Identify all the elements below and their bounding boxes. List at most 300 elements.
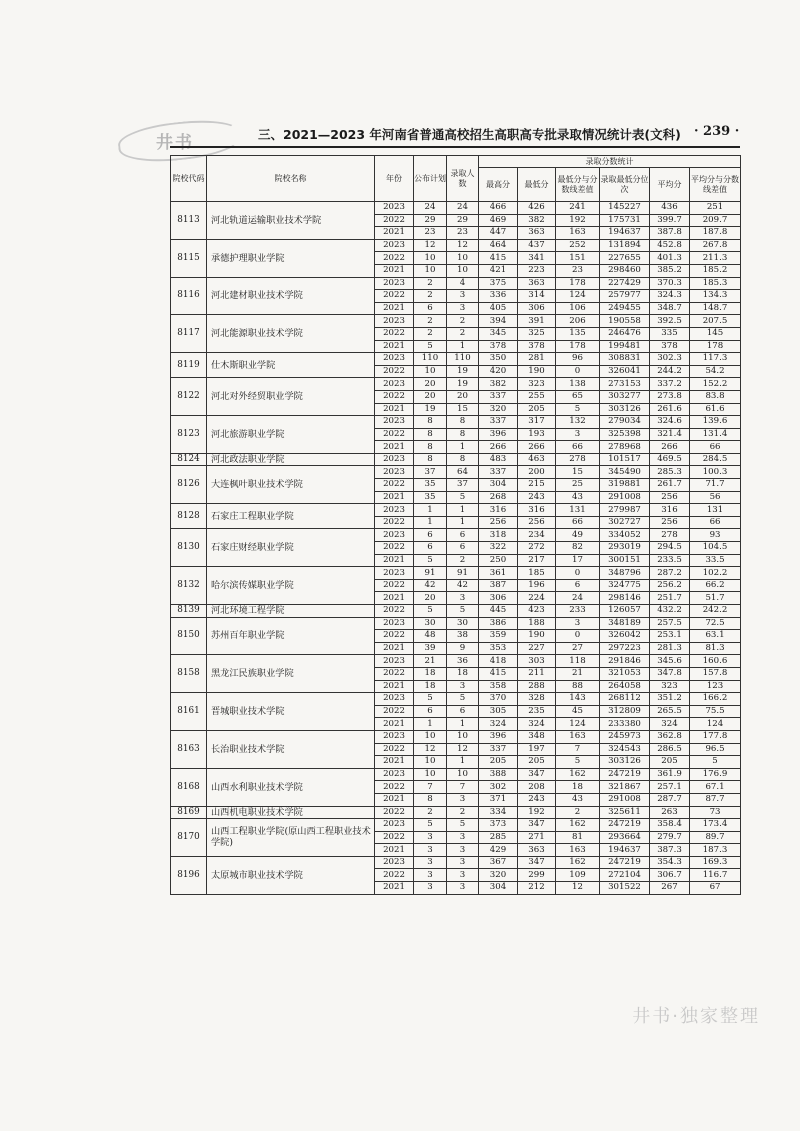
cell-plan: 39 (414, 642, 447, 655)
cell-min-diff: 0 (556, 630, 600, 643)
cell-avg-diff: 251 (690, 202, 741, 215)
table-row (171, 466, 741, 479)
cell-min: 205 (518, 403, 556, 416)
table-row (171, 567, 741, 580)
cell-year: 2023 (375, 567, 414, 580)
cell-admitted: 3 (447, 592, 479, 605)
cell-admitted: 30 (447, 617, 479, 630)
cell-min-diff: 12 (556, 882, 600, 895)
cell-min-rank: 326042 (600, 630, 650, 643)
cell-plan: 12 (414, 743, 447, 756)
cell-avg: 361.9 (650, 768, 690, 781)
cell-min-rank: 303277 (600, 390, 650, 403)
cell-admitted: 42 (447, 579, 479, 592)
cell-admitted: 6 (447, 529, 479, 542)
cell-avg: 266 (650, 441, 690, 454)
cell-plan: 10 (414, 768, 447, 781)
cell-min: 197 (518, 743, 556, 756)
cell-max: 447 (479, 227, 518, 240)
cell-avg-diff: 187.8 (690, 227, 741, 240)
cell-admitted: 3 (447, 290, 479, 303)
cell-min: 227 (518, 642, 556, 655)
cell-plan: 20 (414, 390, 447, 403)
school-code: 8170 (171, 819, 207, 857)
cell-min-rank: 312809 (600, 705, 650, 718)
cell-min: 211 (518, 667, 556, 680)
cell-admitted: 20 (447, 390, 479, 403)
cell-plan: 2 (414, 277, 447, 290)
cell-min: 391 (518, 315, 556, 328)
cell-avg: 267 (650, 882, 690, 895)
cell-avg: 263 (650, 806, 690, 819)
cell-min: 426 (518, 202, 556, 215)
cell-min-diff: 241 (556, 202, 600, 215)
cell-avg-diff: 73 (690, 806, 741, 819)
cell-admitted: 38 (447, 630, 479, 643)
cell-year: 2021 (375, 793, 414, 806)
cell-year: 2022 (375, 806, 414, 819)
cell-year: 2022 (375, 479, 414, 492)
cell-min-diff: 132 (556, 416, 600, 429)
cell-avg-diff: 139.6 (690, 416, 741, 429)
cell-plan: 8 (414, 428, 447, 441)
cell-plan: 3 (414, 856, 447, 869)
cell-max: 373 (479, 819, 518, 832)
cell-avg-diff: 157.8 (690, 667, 741, 680)
cell-min-rank: 301522 (600, 882, 650, 895)
cell-avg-diff: 148.7 (690, 302, 741, 315)
table-row (171, 819, 741, 832)
table-row (171, 655, 741, 668)
cell-year: 2023 (375, 453, 414, 466)
table-row (171, 504, 741, 517)
header-year: 年份 (375, 156, 414, 202)
page-number: · 239 · (694, 124, 740, 139)
cell-avg: 387.3 (650, 844, 690, 857)
cell-max: 324 (479, 718, 518, 731)
cell-plan: 18 (414, 667, 447, 680)
cell-plan: 19 (414, 403, 447, 416)
logo-text: 井书 (156, 133, 194, 153)
school-code: 8132 (171, 567, 207, 605)
cell-year: 2023 (375, 730, 414, 743)
cell-admitted: 12 (447, 239, 479, 252)
cell-avg-diff: 66 (690, 516, 741, 529)
cell-plan: 3 (414, 844, 447, 857)
header-name: 院校名称 (207, 156, 375, 202)
cell-plan: 1 (414, 718, 447, 731)
cell-min: 266 (518, 441, 556, 454)
school-code: 8119 (171, 353, 207, 378)
cell-min-diff: 0 (556, 567, 600, 580)
cell-min-diff: 163 (556, 730, 600, 743)
cell-max: 464 (479, 239, 518, 252)
cell-avg: 348.7 (650, 302, 690, 315)
cell-min: 463 (518, 453, 556, 466)
header-avg: 平均分 (650, 168, 690, 202)
cell-min: 328 (518, 693, 556, 706)
cell-avg: 257.5 (650, 617, 690, 630)
table-body (171, 202, 741, 895)
cell-avg-diff: 117.3 (690, 353, 741, 366)
cell-admitted: 5 (447, 693, 479, 706)
cell-min: 299 (518, 869, 556, 882)
cell-min-diff: 162 (556, 819, 600, 832)
cell-min: 306 (518, 302, 556, 315)
cell-avg: 432.2 (650, 605, 690, 618)
header-admitted: 录取人数 (447, 156, 479, 202)
cell-min-rank: 298146 (600, 592, 650, 605)
school-name: 大连枫叶职业技术学院 (207, 466, 375, 504)
cell-year: 2022 (375, 390, 414, 403)
cell-avg: 385.2 (650, 264, 690, 277)
cell-admitted: 91 (447, 567, 479, 580)
cell-min-diff: 162 (556, 768, 600, 781)
cell-plan: 6 (414, 529, 447, 542)
cell-min-diff: 233 (556, 605, 600, 618)
cell-year: 2023 (375, 819, 414, 832)
school-code: 8196 (171, 856, 207, 894)
school-name: 石家庄工程职业学院 (207, 504, 375, 529)
cell-admitted: 10 (447, 768, 479, 781)
school-code: 8150 (171, 617, 207, 655)
cell-avg: 401.3 (650, 252, 690, 265)
cell-min-diff: 5 (556, 756, 600, 769)
cell-avg-diff: 75.5 (690, 705, 741, 718)
cell-year: 2022 (375, 365, 414, 378)
cell-avg-diff: 33.5 (690, 554, 741, 567)
cell-min-diff: 45 (556, 705, 600, 718)
cell-min-rank: 279987 (600, 504, 650, 517)
cell-avg-diff: 209.7 (690, 214, 741, 227)
cell-avg-diff: 185.2 (690, 264, 741, 277)
cell-max: 371 (479, 793, 518, 806)
cell-max: 361 (479, 567, 518, 580)
cell-avg-diff: 102.2 (690, 567, 741, 580)
cell-admitted: 19 (447, 365, 479, 378)
cell-admitted: 24 (447, 202, 479, 215)
cell-min: 324 (518, 718, 556, 731)
cell-min-rank: 247219 (600, 856, 650, 869)
cell-year: 2023 (375, 856, 414, 869)
cell-max: 421 (479, 264, 518, 277)
cell-year: 2022 (375, 705, 414, 718)
cell-avg: 387.8 (650, 227, 690, 240)
cell-plan: 2 (414, 290, 447, 303)
cell-plan: 10 (414, 264, 447, 277)
school-code: 8161 (171, 693, 207, 731)
cell-max: 266 (479, 441, 518, 454)
watermark-text: 井书·独家整理 (632, 1006, 760, 1027)
cell-min-rank: 233380 (600, 718, 650, 731)
cell-admitted: 110 (447, 353, 479, 366)
cell-max: 337 (479, 390, 518, 403)
cell-min-rank: 291846 (600, 655, 650, 668)
cell-admitted: 1 (447, 340, 479, 353)
cell-max: 394 (479, 315, 518, 328)
cell-avg: 362.8 (650, 730, 690, 743)
cell-min-rank: 319881 (600, 479, 650, 492)
school-code: 8163 (171, 730, 207, 768)
cell-plan: 18 (414, 680, 447, 693)
cell-min: 317 (518, 416, 556, 429)
cell-year: 2023 (375, 353, 414, 366)
header-min: 最低分 (518, 168, 556, 202)
cell-avg-diff: 131.4 (690, 428, 741, 441)
cell-admitted: 2 (447, 315, 479, 328)
cell-min: 243 (518, 491, 556, 504)
cell-min: 323 (518, 378, 556, 391)
cell-avg: 285.3 (650, 466, 690, 479)
cell-min-rank: 126057 (600, 605, 650, 618)
cell-min: 193 (518, 428, 556, 441)
cell-avg: 324 (650, 718, 690, 731)
cell-min: 348 (518, 730, 556, 743)
cell-min-diff: 178 (556, 340, 600, 353)
cell-min: 341 (518, 252, 556, 265)
cell-year: 2021 (375, 441, 414, 454)
cell-avg: 302.3 (650, 353, 690, 366)
school-name: 苏州百年职业学院 (207, 617, 375, 655)
cell-min-rank: 298460 (600, 264, 650, 277)
cell-avg-diff: 284.5 (690, 453, 741, 466)
cell-year: 2023 (375, 504, 414, 517)
cell-max: 387 (479, 579, 518, 592)
cell-plan: 35 (414, 491, 447, 504)
cell-min-diff: 88 (556, 680, 600, 693)
cell-year: 2021 (375, 340, 414, 353)
cell-max: 415 (479, 667, 518, 680)
cell-plan: 3 (414, 869, 447, 882)
cell-plan: 10 (414, 252, 447, 265)
cell-year: 2021 (375, 844, 414, 857)
cell-plan: 10 (414, 365, 447, 378)
school-name: 山西水利职业技术学院 (207, 768, 375, 806)
cell-min-diff: 151 (556, 252, 600, 265)
cell-min-diff: 106 (556, 302, 600, 315)
cell-min: 224 (518, 592, 556, 605)
cell-min: 325 (518, 327, 556, 340)
cell-admitted: 2 (447, 806, 479, 819)
table-row (171, 529, 741, 542)
cell-plan: 8 (414, 453, 447, 466)
cell-min: 196 (518, 579, 556, 592)
cell-min: 382 (518, 214, 556, 227)
cell-year: 2021 (375, 227, 414, 240)
cell-avg: 278 (650, 529, 690, 542)
cell-avg: 294.5 (650, 542, 690, 555)
cell-plan: 5 (414, 819, 447, 832)
cell-year: 2021 (375, 491, 414, 504)
cell-year: 2023 (375, 617, 414, 630)
cell-admitted: 19 (447, 378, 479, 391)
cell-avg: 347.8 (650, 667, 690, 680)
cell-min-rank: 321867 (600, 781, 650, 794)
cell-min-diff: 163 (556, 227, 600, 240)
cell-avg-diff: 100.3 (690, 466, 741, 479)
cell-avg-diff: 67.1 (690, 781, 741, 794)
cell-year: 2021 (375, 882, 414, 895)
cell-avg: 323 (650, 680, 690, 693)
cell-min-diff: 7 (556, 743, 600, 756)
cell-admitted: 5 (447, 605, 479, 618)
cell-admitted: 1 (447, 718, 479, 731)
cell-admitted: 2 (447, 327, 479, 340)
cell-admitted: 15 (447, 403, 479, 416)
cell-admitted: 4 (447, 277, 479, 290)
cell-min-rank: 345490 (600, 466, 650, 479)
cell-avg: 251.7 (650, 592, 690, 605)
cell-max: 306 (479, 592, 518, 605)
cell-plan: 8 (414, 441, 447, 454)
cell-max: 322 (479, 542, 518, 555)
cell-avg: 378 (650, 340, 690, 353)
cell-admitted: 1 (447, 504, 479, 517)
cell-min-rank: 348796 (600, 567, 650, 580)
school-code: 8123 (171, 416, 207, 454)
cell-year: 2021 (375, 403, 414, 416)
cell-min: 223 (518, 264, 556, 277)
cell-max: 415 (479, 252, 518, 265)
cell-max: 358 (479, 680, 518, 693)
cell-max: 337 (479, 466, 518, 479)
cell-avg: 335 (650, 327, 690, 340)
page-title: 三、2021—2023 年河南省普通高校招生高职高专批录取情况统计表(文科) (258, 127, 681, 142)
cell-avg-diff: 56 (690, 491, 741, 504)
cell-year: 2022 (375, 542, 414, 555)
cell-max: 370 (479, 693, 518, 706)
cell-avg-diff: 169.3 (690, 856, 741, 869)
cell-min: 205 (518, 756, 556, 769)
cell-max: 205 (479, 756, 518, 769)
school-code: 8158 (171, 655, 207, 693)
school-name: 河北建材职业技术学院 (207, 277, 375, 315)
header-avg-diff: 平均分与分数线差值 (690, 168, 741, 202)
cell-avg-diff: 116.7 (690, 869, 741, 882)
cell-avg: 261.6 (650, 403, 690, 416)
cell-plan: 21 (414, 655, 447, 668)
cell-min-diff: 163 (556, 844, 600, 857)
cell-max: 336 (479, 290, 518, 303)
cell-min: 271 (518, 831, 556, 844)
cell-admitted: 10 (447, 264, 479, 277)
cell-min-rank: 227655 (600, 252, 650, 265)
table-row (171, 617, 741, 630)
table-row (171, 202, 741, 215)
cell-avg-diff: 5 (690, 756, 741, 769)
cell-avg-diff: 123 (690, 680, 741, 693)
cell-max: 466 (479, 202, 518, 215)
cell-year: 2023 (375, 416, 414, 429)
cell-admitted: 36 (447, 655, 479, 668)
cell-min: 347 (518, 856, 556, 869)
cell-year: 2022 (375, 290, 414, 303)
cell-year: 2023 (375, 655, 414, 668)
cell-plan: 10 (414, 756, 447, 769)
cell-min-diff: 192 (556, 214, 600, 227)
cell-avg: 253.1 (650, 630, 690, 643)
cell-year: 2022 (375, 743, 414, 756)
cell-avg: 324.3 (650, 290, 690, 303)
cell-max: 316 (479, 504, 518, 517)
cell-min-diff: 66 (556, 441, 600, 454)
cell-avg-diff: 185.3 (690, 277, 741, 290)
cell-admitted: 6 (447, 542, 479, 555)
cell-avg-diff: 89.7 (690, 831, 741, 844)
cell-min-diff: 65 (556, 390, 600, 403)
cell-min: 217 (518, 554, 556, 567)
cell-avg: 256 (650, 516, 690, 529)
cell-max: 337 (479, 743, 518, 756)
cell-avg: 469.5 (650, 453, 690, 466)
cell-min-rank: 326041 (600, 365, 650, 378)
cell-avg: 345.6 (650, 655, 690, 668)
cell-min-diff: 3 (556, 617, 600, 630)
cell-admitted: 3 (447, 844, 479, 857)
table-row (171, 378, 741, 391)
cell-min-rank: 291008 (600, 793, 650, 806)
cell-min: 363 (518, 277, 556, 290)
cell-max: 367 (479, 856, 518, 869)
cell-plan: 7 (414, 781, 447, 794)
header-rule (170, 146, 740, 148)
cell-avg-diff: 51.7 (690, 592, 741, 605)
school-name: 河北旅游职业学院 (207, 416, 375, 454)
cell-min-diff: 178 (556, 277, 600, 290)
cell-year: 2021 (375, 756, 414, 769)
cell-max: 418 (479, 655, 518, 668)
cell-min-rank: 194637 (600, 227, 650, 240)
school-name: 仕木斯职业学院 (207, 353, 375, 378)
school-code: 8116 (171, 277, 207, 315)
cell-admitted: 8 (447, 428, 479, 441)
cell-admitted: 37 (447, 479, 479, 492)
cell-min-diff: 124 (556, 718, 600, 731)
cell-min: 190 (518, 365, 556, 378)
cell-year: 2022 (375, 252, 414, 265)
cell-avg-diff: 67 (690, 882, 741, 895)
cell-year: 2022 (375, 516, 414, 529)
table-row (171, 605, 741, 618)
table-row (171, 416, 741, 429)
cell-min-rank: 249455 (600, 302, 650, 315)
school-code: 8115 (171, 239, 207, 277)
cell-avg: 265.5 (650, 705, 690, 718)
cell-max: 320 (479, 403, 518, 416)
cell-max: 375 (479, 277, 518, 290)
cell-year: 2023 (375, 315, 414, 328)
header-min-diff: 最低分与分数线差值 (556, 168, 600, 202)
cell-min-diff: 18 (556, 781, 600, 794)
cell-year: 2022 (375, 630, 414, 643)
cell-min-diff: 5 (556, 403, 600, 416)
cell-avg-diff: 187.3 (690, 844, 741, 857)
cell-admitted: 7 (447, 781, 479, 794)
cell-plan: 91 (414, 567, 447, 580)
school-code: 8128 (171, 504, 207, 529)
cell-avg-diff: 166.2 (690, 693, 741, 706)
cell-min-diff: 278 (556, 453, 600, 466)
cell-avg-diff: 178 (690, 340, 741, 353)
cell-min-diff: 3 (556, 428, 600, 441)
cell-min: 363 (518, 227, 556, 240)
cell-min-rank: 325398 (600, 428, 650, 441)
cell-plan: 29 (414, 214, 447, 227)
cell-min: 200 (518, 466, 556, 479)
cell-plan: 6 (414, 542, 447, 555)
cell-year: 2022 (375, 781, 414, 794)
cell-max: 345 (479, 327, 518, 340)
